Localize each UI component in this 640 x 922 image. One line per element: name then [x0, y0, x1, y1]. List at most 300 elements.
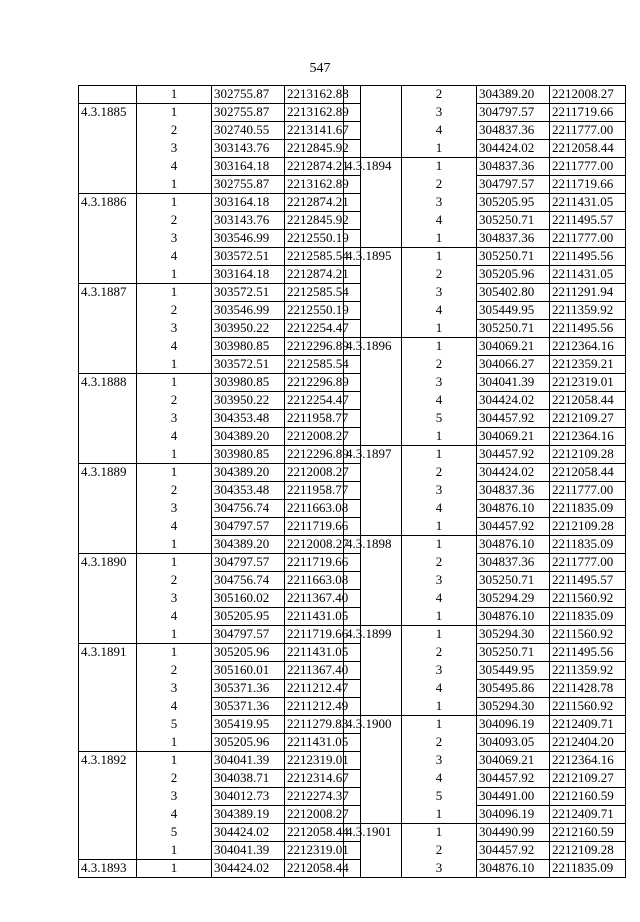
y-coordinate-cell: 2211279.83 [285, 716, 361, 734]
object-id-cell [344, 302, 402, 320]
y-coordinate-cell: 2212274.37 [285, 788, 361, 806]
y-coordinate-cell: 2211367.40 [285, 662, 361, 680]
table-row [344, 518, 626, 536]
x-coordinate-cell: 305205.95 [477, 194, 550, 212]
x-coordinate-cell: 305250.71 [477, 572, 550, 590]
object-id-cell [79, 320, 137, 338]
table-row [79, 608, 361, 626]
table-row [79, 590, 361, 608]
object-id-cell [344, 410, 402, 428]
point-number-cell: 4 [402, 590, 477, 608]
y-coordinate-cell: 2212550.19 [285, 302, 361, 320]
x-coordinate-cell: 304424.02 [212, 860, 285, 878]
object-id-cell: 4.3.1889 [79, 464, 137, 482]
object-id-cell: 4.3.1900 [344, 716, 402, 734]
point-number-cell: 2 [137, 392, 212, 410]
y-coordinate-cell: 2212845.92 [285, 140, 361, 158]
y-coordinate-cell: 2212585.54 [285, 284, 361, 302]
y-coordinate-cell: 2211212.49 [285, 698, 361, 716]
table-row [79, 518, 361, 536]
object-id-cell: 4.3.1894 [344, 158, 402, 176]
object-id-cell: 4.3.1891 [79, 644, 137, 662]
point-number-cell: 4 [402, 770, 477, 788]
y-coordinate-cell: 2212550.19 [285, 230, 361, 248]
object-id-cell [344, 806, 402, 824]
object-id-cell [344, 572, 402, 590]
y-coordinate-cell: 2212874.21 [285, 266, 361, 284]
point-number-cell: 1 [137, 266, 212, 284]
point-number-cell: 3 [137, 788, 212, 806]
point-number-cell: 1 [137, 644, 212, 662]
y-coordinate-cell: 2212160.59 [550, 824, 626, 842]
x-coordinate-cell: 305205.96 [477, 266, 550, 284]
y-coordinate-cell: 2212058.44 [285, 824, 361, 842]
point-number-cell: 1 [402, 716, 477, 734]
point-number-cell: 1 [402, 626, 477, 644]
x-coordinate-cell: 305294.30 [477, 626, 550, 644]
point-number-cell: 4 [402, 122, 477, 140]
y-coordinate-cell: 2212364.16 [550, 752, 626, 770]
table-row [79, 662, 361, 680]
x-coordinate-cell: 303164.18 [212, 158, 285, 176]
object-id-cell [79, 230, 137, 248]
point-number-cell: 1 [402, 824, 477, 842]
x-coordinate-cell: 304837.36 [477, 122, 550, 140]
table-row [344, 536, 626, 554]
point-number-cell: 1 [402, 140, 477, 158]
object-id-cell [344, 590, 402, 608]
x-coordinate-cell: 305250.71 [477, 248, 550, 266]
point-number-cell: 3 [137, 680, 212, 698]
table-row [344, 392, 626, 410]
object-id-cell [344, 140, 402, 158]
x-coordinate-cell: 304038.71 [212, 770, 285, 788]
table-row [344, 860, 626, 878]
table-body-right [344, 86, 626, 878]
table-row [344, 788, 626, 806]
y-coordinate-cell: 2211495.57 [550, 572, 626, 590]
x-coordinate-cell: 304457.92 [477, 518, 550, 536]
y-coordinate-cell: 2211719.66 [285, 518, 361, 536]
point-number-cell: 2 [402, 464, 477, 482]
y-coordinate-cell: 2211719.66 [285, 554, 361, 572]
point-number-cell: 3 [402, 482, 477, 500]
x-coordinate-cell: 304876.10 [477, 536, 550, 554]
y-coordinate-cell: 2212874.21 [285, 194, 361, 212]
object-id-cell [344, 752, 402, 770]
x-coordinate-cell: 305402.80 [477, 284, 550, 302]
y-coordinate-cell: 2212319.01 [285, 842, 361, 860]
table-row [344, 464, 626, 482]
x-coordinate-cell: 305205.96 [212, 734, 285, 752]
point-number-cell: 3 [402, 374, 477, 392]
y-coordinate-cell: 2212058.44 [285, 860, 361, 878]
x-coordinate-cell: 304876.10 [477, 500, 550, 518]
x-coordinate-cell: 303143.76 [212, 212, 285, 230]
point-number-cell: 2 [137, 662, 212, 680]
x-coordinate-cell: 303980.85 [212, 446, 285, 464]
table-row [344, 716, 626, 734]
table-row [79, 230, 361, 248]
point-number-cell: 2 [137, 482, 212, 500]
table-row [344, 446, 626, 464]
object-id-cell [79, 770, 137, 788]
x-coordinate-cell: 305371.36 [212, 698, 285, 716]
point-number-cell: 2 [137, 302, 212, 320]
x-coordinate-cell: 305250.71 [477, 320, 550, 338]
object-id-cell [79, 572, 137, 590]
x-coordinate-cell: 304797.57 [212, 626, 285, 644]
table-row [79, 356, 361, 374]
object-id-cell [79, 518, 137, 536]
y-coordinate-cell: 2211835.09 [550, 860, 626, 878]
point-number-cell: 1 [137, 860, 212, 878]
y-coordinate-cell: 2211428.78 [550, 680, 626, 698]
object-id-cell: 4.3.1898 [344, 536, 402, 554]
object-id-cell [79, 824, 137, 842]
table-row [79, 302, 361, 320]
x-coordinate-cell: 303572.51 [212, 248, 285, 266]
object-id-cell: 4.3.1890 [79, 554, 137, 572]
table-row [344, 230, 626, 248]
x-coordinate-cell: 302755.87 [212, 104, 285, 122]
object-id-cell [344, 284, 402, 302]
object-id-cell [79, 410, 137, 428]
y-coordinate-cell: 2212109.28 [550, 842, 626, 860]
x-coordinate-cell: 305205.95 [212, 608, 285, 626]
point-number-cell: 1 [137, 752, 212, 770]
y-coordinate-cell: 2212364.16 [550, 428, 626, 446]
y-coordinate-cell: 2212359.21 [550, 356, 626, 374]
point-number-cell: 1 [137, 446, 212, 464]
object-id-cell: 4.3.1899 [344, 626, 402, 644]
point-number-cell: 1 [137, 734, 212, 752]
y-coordinate-cell: 2211291.94 [550, 284, 626, 302]
y-coordinate-cell: 2211495.57 [550, 212, 626, 230]
table-row [344, 806, 626, 824]
table-row [344, 176, 626, 194]
object-id-cell [79, 842, 137, 860]
x-coordinate-cell: 305160.02 [212, 590, 285, 608]
table-row [344, 842, 626, 860]
x-coordinate-cell: 305294.30 [477, 698, 550, 716]
point-number-cell: 4 [137, 608, 212, 626]
y-coordinate-cell: 2212585.54 [285, 248, 361, 266]
x-coordinate-cell: 305205.96 [212, 644, 285, 662]
y-coordinate-cell: 2211431.05 [285, 608, 361, 626]
point-number-cell: 2 [137, 572, 212, 590]
point-number-cell: 3 [137, 320, 212, 338]
x-coordinate-cell: 304424.02 [477, 392, 550, 410]
point-number-cell: 4 [137, 338, 212, 356]
object-id-cell [79, 302, 137, 320]
object-id-cell: 4.3.1888 [79, 374, 137, 392]
table-row [344, 140, 626, 158]
y-coordinate-cell: 2211719.66 [550, 176, 626, 194]
object-id-cell [79, 122, 137, 140]
x-coordinate-cell: 305449.95 [477, 302, 550, 320]
x-coordinate-cell: 304069.21 [477, 338, 550, 356]
y-coordinate-cell: 2211719.66 [285, 626, 361, 644]
object-id-cell [79, 536, 137, 554]
point-number-cell: 1 [137, 104, 212, 122]
x-coordinate-cell: 304797.57 [477, 176, 550, 194]
x-coordinate-cell: 304389.20 [212, 464, 285, 482]
x-coordinate-cell: 304876.10 [477, 608, 550, 626]
point-number-cell: 2 [402, 356, 477, 374]
y-coordinate-cell: 2212008.27 [285, 536, 361, 554]
object-id-cell [344, 680, 402, 698]
point-number-cell: 3 [402, 194, 477, 212]
object-id-cell [344, 194, 402, 212]
object-id-cell [344, 428, 402, 446]
table-row [344, 158, 626, 176]
table-row [79, 626, 361, 644]
y-coordinate-cell: 2212109.28 [550, 446, 626, 464]
y-coordinate-cell: 2211359.92 [550, 302, 626, 320]
table-row [344, 194, 626, 212]
point-number-cell: 4 [137, 428, 212, 446]
table-row [344, 680, 626, 698]
object-id-cell [79, 662, 137, 680]
point-number-cell: 2 [402, 266, 477, 284]
y-coordinate-cell: 2211431.05 [285, 644, 361, 662]
x-coordinate-cell: 305250.71 [477, 644, 550, 662]
table-row [344, 662, 626, 680]
object-id-cell: 4.3.1901 [344, 824, 402, 842]
point-number-cell: 2 [402, 644, 477, 662]
point-number-cell: 1 [402, 230, 477, 248]
object-id-cell [344, 86, 402, 104]
object-id-cell [344, 266, 402, 284]
y-coordinate-cell: 2212160.59 [550, 788, 626, 806]
x-coordinate-cell: 303164.18 [212, 266, 285, 284]
point-number-cell: 4 [137, 518, 212, 536]
point-number-cell: 5 [402, 788, 477, 806]
x-coordinate-cell: 304041.39 [212, 842, 285, 860]
table-row [344, 770, 626, 788]
x-coordinate-cell: 305294.29 [477, 590, 550, 608]
page-number: 547 [309, 61, 331, 76]
x-coordinate-cell: 304389.20 [212, 428, 285, 446]
table-row [344, 554, 626, 572]
x-coordinate-cell: 303164.18 [212, 194, 285, 212]
y-coordinate-cell: 2212364.16 [550, 338, 626, 356]
y-coordinate-cell: 2212314.67 [285, 770, 361, 788]
point-number-cell: 4 [402, 392, 477, 410]
table-row [79, 860, 361, 878]
point-number-cell: 2 [402, 86, 477, 104]
point-number-cell: 4 [137, 248, 212, 266]
point-number-cell: 3 [402, 662, 477, 680]
y-coordinate-cell: 2211777.00 [550, 122, 626, 140]
point-number-cell: 1 [137, 626, 212, 644]
y-coordinate-cell: 2211777.00 [550, 158, 626, 176]
object-id-cell [79, 680, 137, 698]
y-coordinate-cell: 2212109.28 [550, 518, 626, 536]
y-coordinate-cell: 2212008.27 [285, 428, 361, 446]
table-row [79, 374, 361, 392]
y-coordinate-cell: 2213162.89 [285, 104, 361, 122]
point-number-cell: 1 [137, 842, 212, 860]
table-row [344, 500, 626, 518]
object-id-cell [344, 374, 402, 392]
point-number-cell: 1 [402, 536, 477, 554]
y-coordinate-cell: 2212409.71 [550, 806, 626, 824]
object-id-cell: 4.3.1896 [344, 338, 402, 356]
object-id-cell [344, 554, 402, 572]
y-coordinate-cell: 2211777.00 [550, 554, 626, 572]
y-coordinate-cell: 2211958.77 [285, 410, 361, 428]
y-coordinate-cell: 2212008.27 [285, 806, 361, 824]
point-number-cell: 1 [137, 284, 212, 302]
object-id-cell [79, 446, 137, 464]
x-coordinate-cell: 302755.87 [212, 86, 285, 104]
object-id-cell [344, 212, 402, 230]
object-id-cell [344, 320, 402, 338]
table-row [344, 302, 626, 320]
y-coordinate-cell: 2211560.92 [550, 590, 626, 608]
table-row [79, 410, 361, 428]
y-coordinate-cell: 2211431.05 [550, 266, 626, 284]
point-number-cell: 1 [402, 248, 477, 266]
x-coordinate-cell: 303546.99 [212, 302, 285, 320]
object-id-cell [344, 608, 402, 626]
x-coordinate-cell: 304457.92 [477, 410, 550, 428]
table-row [344, 320, 626, 338]
object-id-cell [344, 842, 402, 860]
object-id-cell [79, 590, 137, 608]
point-number-cell: 2 [402, 554, 477, 572]
coordinates-table-right [343, 85, 626, 878]
y-coordinate-cell: 2212296.89 [285, 338, 361, 356]
table-row [79, 176, 361, 194]
point-number-cell: 1 [402, 428, 477, 446]
object-id-cell [79, 212, 137, 230]
point-number-cell: 1 [137, 554, 212, 572]
table-row [344, 356, 626, 374]
object-id-cell [79, 140, 137, 158]
y-coordinate-cell: 2212845.92 [285, 212, 361, 230]
x-coordinate-cell: 304424.02 [212, 824, 285, 842]
object-id-cell [79, 716, 137, 734]
point-number-cell: 3 [137, 140, 212, 158]
object-id-cell [79, 158, 137, 176]
object-id-cell [79, 356, 137, 374]
point-number-cell: 1 [402, 446, 477, 464]
y-coordinate-cell: 2212109.27 [550, 770, 626, 788]
x-coordinate-cell: 305495.86 [477, 680, 550, 698]
y-coordinate-cell: 2212404.20 [550, 734, 626, 752]
object-id-cell [79, 266, 137, 284]
table-row [79, 500, 361, 518]
table-row [344, 734, 626, 752]
y-coordinate-cell: 2211495.56 [550, 248, 626, 266]
object-id-cell [344, 392, 402, 410]
point-number-cell: 1 [137, 464, 212, 482]
y-coordinate-cell: 2213141.67 [285, 122, 361, 140]
y-coordinate-cell: 2212058.44 [550, 140, 626, 158]
table-row [344, 824, 626, 842]
point-number-cell: 3 [402, 860, 477, 878]
table-row [79, 320, 361, 338]
table-row [79, 464, 361, 482]
point-number-cell: 1 [137, 374, 212, 392]
y-coordinate-cell: 2212585.54 [285, 356, 361, 374]
object-id-cell [344, 788, 402, 806]
y-coordinate-cell: 2212008.27 [550, 86, 626, 104]
y-coordinate-cell: 2211359.92 [550, 662, 626, 680]
point-number-cell: 3 [137, 230, 212, 248]
x-coordinate-cell: 304797.57 [212, 554, 285, 572]
point-number-cell: 4 [402, 680, 477, 698]
x-coordinate-cell: 303950.22 [212, 320, 285, 338]
point-number-cell: 1 [402, 608, 477, 626]
table-body-left [79, 86, 361, 878]
x-coordinate-cell: 304756.74 [212, 572, 285, 590]
table-row [79, 716, 361, 734]
object-id-cell [79, 392, 137, 410]
object-id-cell [79, 86, 137, 104]
y-coordinate-cell: 2211777.00 [550, 230, 626, 248]
point-number-cell: 2 [137, 770, 212, 788]
table-row [79, 536, 361, 554]
point-number-cell: 2 [402, 734, 477, 752]
x-coordinate-cell: 304424.02 [477, 464, 550, 482]
x-coordinate-cell: 304491.00 [477, 788, 550, 806]
object-id-cell [79, 698, 137, 716]
table-row [79, 428, 361, 446]
point-number-cell: 2 [402, 176, 477, 194]
y-coordinate-cell: 2212409.71 [550, 716, 626, 734]
table-row [344, 338, 626, 356]
x-coordinate-cell: 303143.76 [212, 140, 285, 158]
y-coordinate-cell: 2212254.47 [285, 392, 361, 410]
x-coordinate-cell: 304069.21 [477, 752, 550, 770]
object-id-cell: 4.3.1892 [79, 752, 137, 770]
y-coordinate-cell: 2211663.08 [285, 500, 361, 518]
table-row [79, 284, 361, 302]
point-number-cell: 2 [402, 842, 477, 860]
y-coordinate-cell: 2212296.89 [285, 374, 361, 392]
table-row [344, 644, 626, 662]
point-number-cell: 4 [137, 158, 212, 176]
point-number-cell: 3 [137, 410, 212, 428]
point-number-cell: 4 [137, 806, 212, 824]
table-row [79, 734, 361, 752]
table-row [79, 104, 361, 122]
object-id-cell [79, 626, 137, 644]
table-row [79, 698, 361, 716]
point-number-cell: 5 [137, 824, 212, 842]
y-coordinate-cell: 2212058.44 [550, 392, 626, 410]
y-coordinate-cell: 2211431.05 [285, 734, 361, 752]
table-row [79, 158, 361, 176]
object-id-cell [79, 338, 137, 356]
point-number-cell: 4 [402, 500, 477, 518]
y-coordinate-cell: 2211663.08 [285, 572, 361, 590]
point-number-cell: 1 [137, 194, 212, 212]
x-coordinate-cell: 304041.39 [477, 374, 550, 392]
table-row [79, 194, 361, 212]
object-id-cell: 4.3.1897 [344, 446, 402, 464]
x-coordinate-cell: 303572.51 [212, 356, 285, 374]
x-coordinate-cell: 304837.36 [477, 482, 550, 500]
object-id-cell [79, 482, 137, 500]
object-id-cell [79, 608, 137, 626]
table-row [79, 842, 361, 860]
object-id-cell [344, 176, 402, 194]
